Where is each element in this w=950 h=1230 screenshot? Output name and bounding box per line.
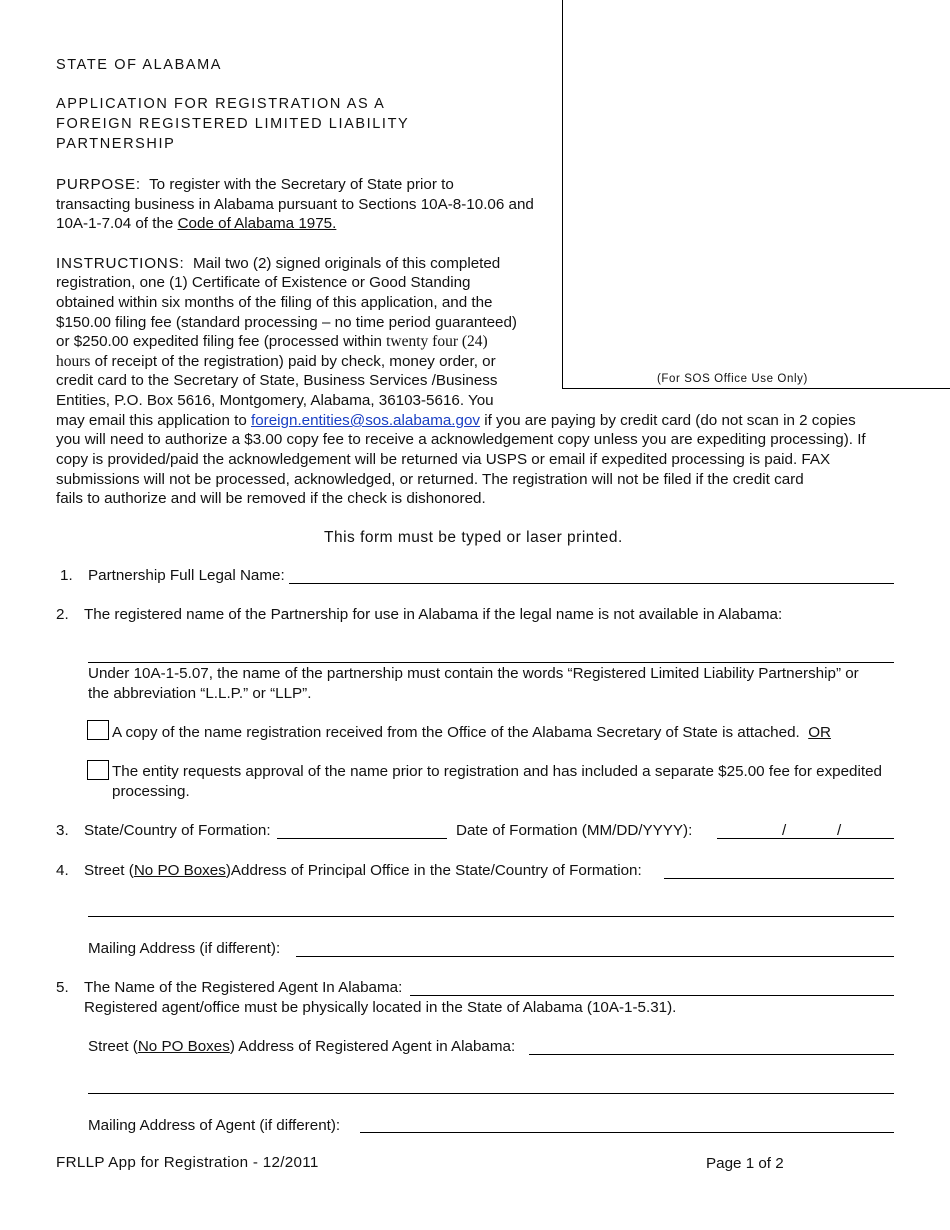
mailing-address-field[interactable] xyxy=(296,956,894,957)
instructions-line1: INSTRUCTIONS: Mail two (2) signed originals of this completed xyxy=(56,255,501,272)
option2-text-line1: The entity requests approval of the name prior to registration and has included a separate $25.00 fee for expedited xyxy=(112,763,882,780)
date-of-formation-field[interactable] xyxy=(717,838,894,839)
purpose-line2: transacting business in Alabama pursuant to Sections 10A-8-10.06 and xyxy=(56,196,534,213)
name-approval-request-checkbox[interactable] xyxy=(87,760,109,780)
agent-mailing-label: Mailing Address of Agent (if different): xyxy=(88,1117,341,1134)
date-slash-2: / xyxy=(837,822,842,839)
email-link[interactable]: foreign.entities@sos.alabama.gov xyxy=(251,412,481,429)
name-registration-attached-checkbox[interactable] xyxy=(87,720,109,740)
office-use-box xyxy=(562,0,950,389)
principal-office-address-field-1[interactable] xyxy=(664,878,894,879)
instructions-line10: you will need to authorize a $3.00 copy fee to receive a acknowledgement copy unless you are expediting processing). If xyxy=(56,431,866,448)
form-title-line2: FOREIGN REGISTERED LIMITED LIABILITY xyxy=(56,116,410,132)
legal-name-field[interactable] xyxy=(289,583,894,584)
purpose-label: PURPOSE: xyxy=(56,176,141,193)
typed-note: This form must be typed or laser printed. xyxy=(324,529,623,546)
item5-label: The Name of the Registered Agent In Alabama: xyxy=(84,979,403,996)
instructions-line8: Entities, P.O. Box 5616, Montgomery, Alabama, 36103-5616. You xyxy=(56,392,494,409)
instructions-label: INSTRUCTIONS: xyxy=(56,255,185,272)
instructions-line6: hours of receipt of the registration) paid by check, money order, or xyxy=(56,353,496,370)
date-slash-1: / xyxy=(782,822,787,839)
instructions-line13: fails to authorize and will be removed if the check is dishonored. xyxy=(56,490,486,507)
option1-text: A copy of the name registration received from the Office of the Alabama Secretary of State is attached. OR xyxy=(112,724,831,741)
mailing-address-label: Mailing Address (if different): xyxy=(88,940,281,957)
agent-street-address-field-2[interactable] xyxy=(88,1093,894,1094)
instructions-line12: submissions will not be processed, acknowledged, or returned. The registration will not be filed if the credit card xyxy=(56,471,804,488)
item1-number: 1. xyxy=(60,567,73,584)
principal-office-address-field-2[interactable] xyxy=(88,916,894,917)
instructions-line2: registration, one (1) Certificate of Existence or Good Standing xyxy=(56,274,471,291)
instructions-line5: or $250.00 expedited filing fee (processed within twenty four (24) xyxy=(56,333,488,350)
form-title-line3: PARTNERSHIP xyxy=(56,136,176,152)
instructions-line7: credit card to the Secretary of State, Business Services /Business xyxy=(56,372,498,389)
instructions-line9: may email this application to foreign.entities@sos.alabama.gov if you are paying by credit card (do not scan in 2 copies xyxy=(56,412,856,429)
office-use-label: (For SOS Office Use Only) xyxy=(657,373,808,385)
item2-note-line1: Under 10A-1-5.07, the name of the partnership must contain the words “Registered Limited Liability Partnership” or xyxy=(88,665,859,682)
item2-note-line2: the abbreviation “L.L.P.” or “LLP”. xyxy=(88,685,312,702)
agent-street-address-field-1[interactable] xyxy=(529,1054,894,1055)
registered-name-field[interactable] xyxy=(88,662,894,663)
purpose-line1: PURPOSE: To register with the Secretary of State prior to xyxy=(56,176,454,193)
item4-number: 4. xyxy=(56,862,69,879)
item4-label: Street (No PO Boxes)Address of Principal Office in the State/Country of Formation: xyxy=(84,862,642,879)
instructions-line3: obtained within six months of the filing of this application, and the xyxy=(56,294,493,311)
code-of-alabama-ref: Code of Alabama 1975. xyxy=(177,215,337,232)
state-of-formation-field[interactable] xyxy=(277,838,447,839)
item5-number: 5. xyxy=(56,979,69,996)
item3-number: 3. xyxy=(56,822,69,839)
item2-label: The registered name of the Partnership for use in Alabama if the legal name is not available in Alabama: xyxy=(84,606,783,623)
purpose-line3: 10A-1-7.04 of the Code of Alabama 1975. xyxy=(56,215,337,232)
item2-number: 2. xyxy=(56,606,69,623)
instructions-line11: copy is provided/paid the acknowledgement will be returned via USPS or email if expedited processing is paid. FAX xyxy=(56,451,831,468)
form-title-line1: APPLICATION FOR REGISTRATION AS A xyxy=(56,96,386,112)
item1-label: Partnership Full Legal Name: xyxy=(88,567,285,584)
agent-mailing-address-field[interactable] xyxy=(360,1132,894,1133)
item3-label: State/Country of Formation: xyxy=(84,822,271,839)
option2-text-line2: processing. xyxy=(112,783,190,800)
state-heading: STATE OF ALABAMA xyxy=(56,57,223,73)
footer-form-id: FRLLP App for Registration - 12/2011 xyxy=(56,1154,319,1171)
footer-page-number: Page 1 of 2 xyxy=(706,1155,784,1172)
date-of-formation-label: Date of Formation (MM/DD/YYYY): xyxy=(456,822,693,839)
instructions-line4: $150.00 filing fee (standard processing – no time period guaranteed) xyxy=(56,314,517,331)
registered-agent-name-field[interactable] xyxy=(410,995,894,996)
agent-street-label: Street (No PO Boxes) Address of Registered Agent in Alabama: xyxy=(88,1038,516,1055)
item5-note: Registered agent/office must be physically located in the State of Alabama (10A-1-5.31). xyxy=(84,999,677,1016)
